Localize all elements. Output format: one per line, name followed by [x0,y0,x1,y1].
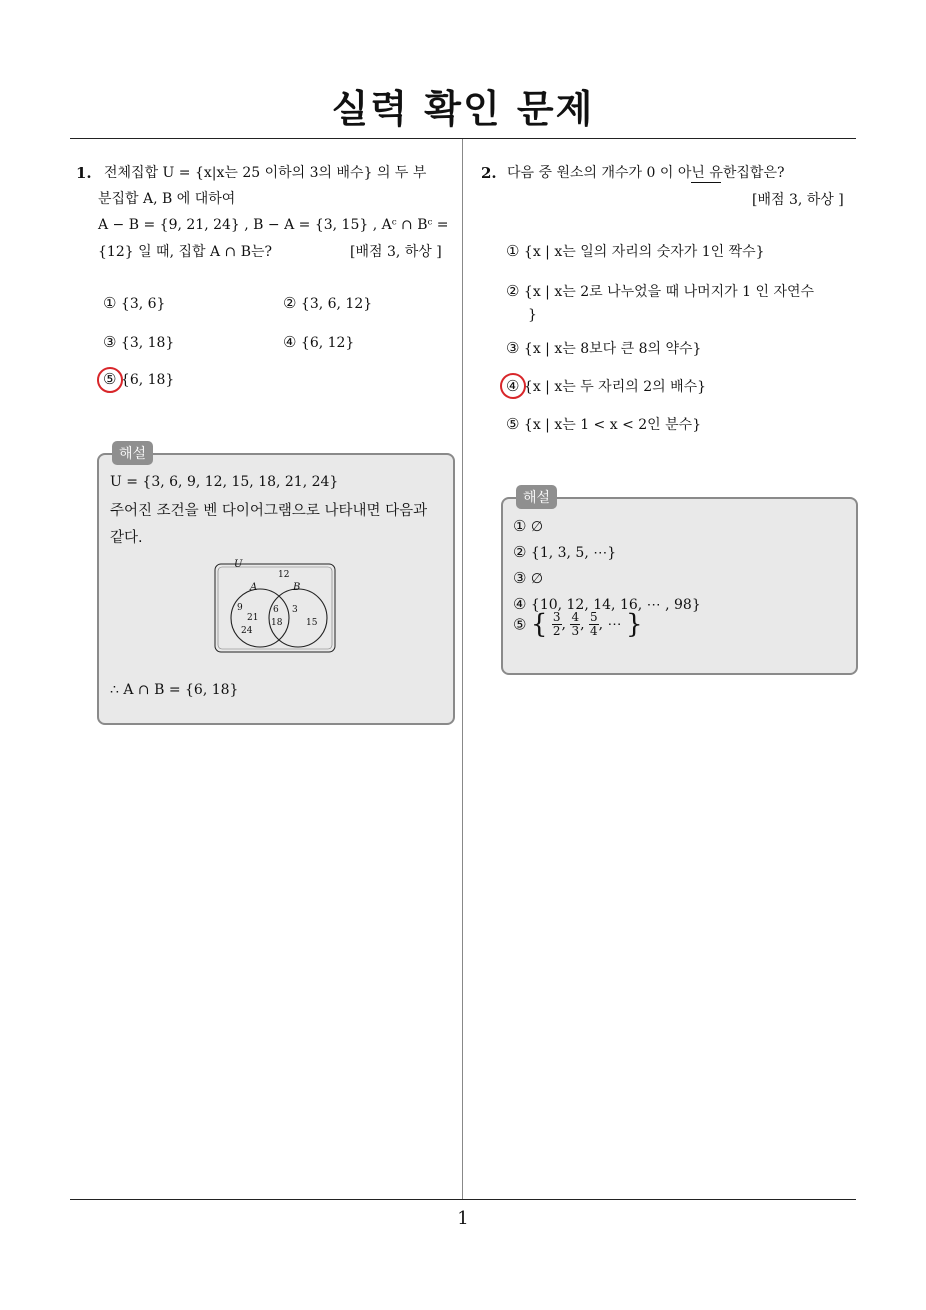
venn-label-a: A [250,582,258,593]
choice-mark: ② [506,282,520,300]
top-rule [70,138,856,139]
q2-solution-item-5: ⑤ { $\frac{3}{2}$ , $\frac{4}{3}$ , $\frac{5}{4}$ , ⋯ } [513,609,643,640]
choice-text: {x | x는 2로 나누었을 때 나머지가 1 인 자연수 [523,284,815,300]
venn-label-b: B [293,582,301,593]
venn-a-only-2: 21 [247,613,259,623]
choice-text: {3, 18} [120,335,175,351]
venn-outside-value: 12 [278,570,290,580]
q2-solution-label: 해설 [516,485,557,509]
q2-choice-1[interactable] [506,241,765,261]
q1-choice-3[interactable] [103,333,174,351]
venn-diagram [212,558,338,656]
q2-solution-box [501,497,858,675]
page-number: 1 [457,1208,469,1229]
choice-mark: ① [103,294,117,312]
fraction-1: $\frac{3}{2}$ [552,610,561,638]
choice-mark: ③ [103,333,117,351]
item-text: {1, 3, 5, ⋯} [530,545,617,561]
column-divider [462,139,463,1199]
q2-underline [691,182,721,183]
bottom-rule [70,1199,856,1200]
q1-solution-text-2: 같다. [110,530,143,546]
q1-line-1: 전체집합 U = {x|x는 25 이하의 3의 배수} 의 두 부 [104,165,427,181]
q2-score-tag: [배점 3, 하상 ] [752,192,844,208]
close-brace: } [626,609,643,640]
q2-solution-item-1 [513,517,543,535]
answer-circle-mark [500,373,526,399]
item-mark: ④ [513,595,527,613]
q2-solution-item-3 [513,569,543,587]
choice-text: {6, 18} [120,372,175,388]
choice-text: {x | x는 일의 자리의 숫자가 1인 짝수} [523,244,765,260]
choice-mark: ④ [283,333,297,351]
answer-circle-mark [97,367,123,393]
q2-choice-2-continuation: } [528,307,537,323]
item-mark: ② [513,543,527,561]
choice-text: {x | x는 8보다 큰 8의 약수} [523,341,702,357]
q1-solution-universal: U = {3, 6, 9, 12, 15, 18, 21, 24} [110,474,339,490]
venn-b-only-2: 15 [306,618,318,628]
q1-score-tag: [배점 3, 하상 ] [350,244,442,260]
q1-line-4: {12} 일 때, 집합 A ∩ B는? [98,244,273,260]
choice-text: {x | x는 1 < x < 2인 분수} [523,417,702,433]
q2-number: 2. [481,164,497,182]
q1-choice-2[interactable] [283,294,372,312]
choice-mark: ④ [506,377,520,395]
q2-choice-3[interactable] [506,338,701,358]
q2-choice-4[interactable] [506,376,706,396]
venn-label-u: U [234,559,243,570]
item-text: {10, 12, 14, 16, ⋯ , 98} [530,597,701,613]
choice-mark: ⑤ [506,415,520,433]
venn-b-only-1: 3 [292,605,298,615]
item-mark: ⑤ [513,615,527,634]
item-mark: ① [513,517,527,535]
q1-number: 1. [76,164,92,182]
open-brace: { [530,609,548,640]
q1-line-3: A − B = {9, 21, 24} , B − A = {3, 15} , Aᶜ ∩ Bᶜ = [98,217,449,233]
choice-text: {x | x는 두 자리의 2의 배수} [523,379,707,395]
page-title: 실력 확인 문제 [331,87,595,131]
choice-text: {3, 6, 12} [300,296,373,312]
choice-text: {6, 12} [300,335,355,351]
fraction-2: $\frac{4}{3}$ [571,610,580,638]
q1-solution-conclusion: ∴ A ∩ B = {6, 18} [110,682,239,698]
choice-mark: ⑤ [103,370,117,388]
venn-a-only-3: 24 [241,626,253,636]
q2-question-line: 다음 중 원소의 개수가 0 이 아닌 유한집합은? [507,165,785,181]
q1-choice-4[interactable] [283,333,354,351]
choice-text: {3, 6} [120,296,166,312]
q1-choice-1[interactable] [103,294,165,312]
item-text: ∅ [530,571,544,587]
q2-solution-item-2 [513,543,616,561]
q1-line-2: 분집합 A, B 에 대하여 [98,191,236,207]
fraction-3: $\frac{5}{4}$ [590,610,598,638]
item-mark: ③ [513,569,527,587]
q2-choice-5[interactable] [506,414,701,434]
venn-a-only-1: 9 [237,603,243,613]
choice-mark: ② [283,294,297,312]
venn-both-1: 6 [273,605,279,615]
q1-solution-text-1: 주어진 조건을 벤 다이어그램으로 나타내면 다음과 [110,503,428,519]
choice-mark: ③ [506,339,520,357]
choice-mark: ① [506,242,520,260]
q2-choice-2[interactable] [506,281,814,301]
q1-solution-label: 해설 [112,441,153,465]
item-text: ∅ [530,519,544,535]
ellipsis: ⋯ [607,616,622,633]
venn-both-2: 18 [271,618,283,628]
